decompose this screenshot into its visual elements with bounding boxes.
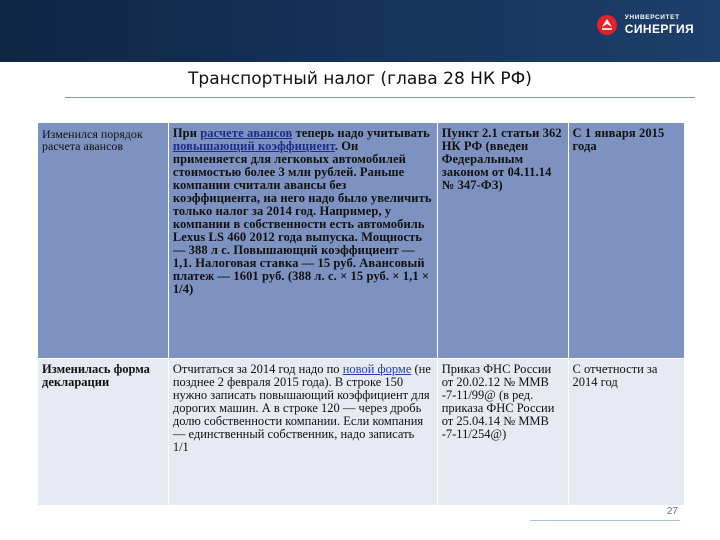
effective-date-cell: С отчетности за 2014 год [568,359,684,506]
new-form-link[interactable]: новой форме [342,362,412,376]
advance-calculation-link[interactable]: расчете авансов [200,126,293,140]
description-text: (не позднее 2 февраля 2015 года). В строке 150 нужно записать повышающий коэффициент для дорогих машин. А в строке 120 — через дробь долю собственности компании. Если компания — единственный собственник, надо записать 1/1 [172,362,431,454]
page-number: 27 [666,506,678,517]
description-text: При [172,126,201,140]
logo-line-university: УНИВЕРСИТЕТ [624,14,680,22]
description-text: теперь надо учитывать [292,126,430,140]
change-cell: Изменилась форма декларации [38,359,169,506]
slide-title: Транспортный налог (глава 28 НК РФ) [188,69,532,89]
title-underline [65,97,695,98]
description-text: . Он применяется для легковых автомобилей стоимостью более 3 млн рублей. Раньше компании считали авансы без коэффициента, на него надо было увеличить только налог за 2014 год. Например, у компании в собственности есть автомобиль Lexus LS 460 2012 года выпуска. Мощность — 388 л с. Повышающий коэффициент — 1,1. Налоговая ставка — 15 руб. Авансовый платеж — 1601 руб. (388 л. с. × 15 руб. × 1,1 × 1/4) [172,139,432,296]
header-bar [0,0,720,62]
footer-divider [530,520,680,521]
description-text: Отчитаться за 2014 год надо по [172,362,343,376]
description-cell [168,123,437,359]
table-row [38,359,685,506]
tax-changes-table [37,122,685,506]
increasing-coefficient-link[interactable]: повышающий коэффициент [172,139,335,153]
change-cell: Изменился порядок расчета авансов [38,123,169,359]
synergy-logo-icon [596,14,618,36]
logo-line-synergy: СИНЕРГИЯ [624,21,694,36]
university-logo[interactable] [596,14,694,36]
description-cell [168,359,437,506]
effective-date-cell: С 1 января 2015 года [568,123,684,359]
table-row [38,123,685,359]
logo-text [625,15,694,35]
legal-basis-cell: Пункт 2.1 статьи 362 НК РФ (введен Федеральным законом от 04.11.14 № 347-ФЗ) [437,123,568,359]
legal-basis-cell: Приказ ФНС России от 20.02.12 № ММВ -7-11/99@ (в ред. приказа ФНС России от 25.04.14 № ММВ -7-11/254@) [437,359,568,506]
